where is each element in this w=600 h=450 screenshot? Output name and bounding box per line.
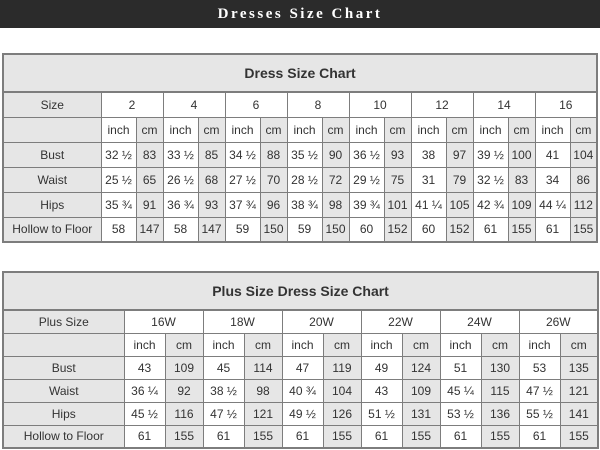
size-value-cell: 8 [287,92,349,117]
inch-value-cell: 36 ¾ [163,192,198,217]
unit-cm-cell: cm [570,117,597,142]
row-label-cell: Bust [3,356,124,379]
cm-value-cell: 96 [260,192,287,217]
row-label-cell: Hollow to Floor [3,217,101,242]
cm-value-cell: 152 [446,217,473,242]
table-title-row [3,54,597,92]
unit-cm-cell: cm [402,333,440,356]
cm-value-cell: 65 [136,167,163,192]
size-value-cell: 14 [473,92,535,117]
size-value-cell: 24W [440,310,519,333]
inch-value-cell: 34 ½ [225,142,260,167]
inch-value-cell: 42 ¾ [473,192,508,217]
inch-value-cell: 40 ¾ [282,379,323,402]
measurement-row [3,167,597,192]
inch-value-cell: 43 [124,356,165,379]
inch-value-cell: 59 [225,217,260,242]
unit-cm-cell: cm [481,333,519,356]
cm-value-cell: 75 [384,167,411,192]
size-value-cell: 20W [282,310,361,333]
size-header-row [3,92,597,117]
inch-value-cell: 60 [411,217,446,242]
cm-value-cell: 92 [165,379,203,402]
unit-cm-cell: cm [165,333,203,356]
cm-value-cell: 101 [384,192,411,217]
cm-value-cell: 155 [481,425,519,448]
cm-value-cell: 109 [402,379,440,402]
cm-value-cell: 109 [165,356,203,379]
inch-value-cell: 32 ½ [473,167,508,192]
inch-value-cell: 38 ½ [203,379,244,402]
cm-value-cell: 72 [322,167,349,192]
cm-value-cell: 130 [481,356,519,379]
cm-value-cell: 93 [384,142,411,167]
row-label-cell: Waist [3,379,124,402]
cm-value-cell: 98 [322,192,349,217]
cm-value-cell: 155 [244,425,282,448]
unit-inch-cell: inch [519,333,560,356]
inch-value-cell: 51 [440,356,481,379]
inch-value-cell: 61 [124,425,165,448]
cm-value-cell: 155 [570,217,597,242]
cm-value-cell: 90 [322,142,349,167]
cm-value-cell: 155 [508,217,535,242]
cm-value-cell: 86 [570,167,597,192]
cm-value-cell: 147 [198,217,225,242]
inch-value-cell: 61 [203,425,244,448]
inch-value-cell: 53 ½ [440,402,481,425]
page-title: Dresses Size Chart [217,6,383,22]
unit-inch-cell: inch [287,117,322,142]
cm-value-cell: 135 [560,356,598,379]
dress-size-chart-table [2,53,598,243]
inch-value-cell: 47 ½ [203,402,244,425]
size-value-cell: 22W [361,310,440,333]
row-label-cell: Hips [3,192,101,217]
cm-value-cell: 104 [323,379,361,402]
unit-cm-cell: cm [446,117,473,142]
measurement-row [3,402,598,425]
unit-inch-cell: inch [225,117,260,142]
inch-value-cell: 61 [361,425,402,448]
inch-value-cell: 37 ¾ [225,192,260,217]
table-title: Plus Size Dress Size Chart [3,272,598,310]
unit-cm-cell: cm [384,117,411,142]
unit-cm-cell: cm [508,117,535,142]
inch-value-cell: 38 [411,142,446,167]
unit-row-empty-cell [3,333,124,356]
inch-value-cell: 28 ½ [287,167,322,192]
inch-value-cell: 61 [473,217,508,242]
unit-cm-cell: cm [198,117,225,142]
unit-cm-cell: cm [260,117,287,142]
unit-row-empty-cell [3,117,101,142]
inch-value-cell: 32 ½ [101,142,136,167]
cm-value-cell: 155 [402,425,440,448]
unit-inch-cell: inch [282,333,323,356]
cm-value-cell: 83 [136,142,163,167]
cm-value-cell: 121 [244,402,282,425]
cm-value-cell: 91 [136,192,163,217]
cm-value-cell: 88 [260,142,287,167]
cm-value-cell: 115 [481,379,519,402]
size-value-cell: 16W [124,310,203,333]
cm-value-cell: 116 [165,402,203,425]
cm-value-cell: 121 [560,379,598,402]
size-value-cell: 2 [101,92,163,117]
inch-value-cell: 39 ½ [473,142,508,167]
unit-cm-cell: cm [322,117,349,142]
inch-value-cell: 49 [361,356,402,379]
cm-value-cell: 93 [198,192,225,217]
inch-value-cell: 35 ¾ [101,192,136,217]
inch-value-cell: 61 [535,217,570,242]
inch-value-cell: 55 ½ [519,402,560,425]
cm-value-cell: 70 [260,167,287,192]
plus-size-dress-size-chart-table [2,271,599,449]
inch-value-cell: 45 [203,356,244,379]
cm-value-cell: 98 [244,379,282,402]
table-title: Dress Size Chart [3,54,597,92]
cm-value-cell: 152 [384,217,411,242]
inch-value-cell: 43 [361,379,402,402]
cm-value-cell: 112 [570,192,597,217]
page-title-bar [0,0,600,28]
cm-value-cell: 119 [323,356,361,379]
inch-value-cell: 53 [519,356,560,379]
cm-value-cell: 124 [402,356,440,379]
inch-value-cell: 31 [411,167,446,192]
unit-header-row [3,333,598,356]
unit-inch-cell: inch [361,333,402,356]
row-label-cell: Bust [3,142,101,167]
size-header-label: Size [3,92,101,117]
unit-cm-cell: cm [244,333,282,356]
cm-value-cell: 150 [260,217,287,242]
size-header-row [3,310,598,333]
size-value-cell: 26W [519,310,598,333]
unit-inch-cell: inch [440,333,481,356]
cm-value-cell: 131 [402,402,440,425]
inch-value-cell: 61 [519,425,560,448]
unit-inch-cell: inch [473,117,508,142]
cm-value-cell: 79 [446,167,473,192]
inch-value-cell: 41 ¼ [411,192,446,217]
inch-value-cell: 26 ½ [163,167,198,192]
inch-value-cell: 45 ½ [124,402,165,425]
cm-value-cell: 147 [136,217,163,242]
unit-inch-cell: inch [163,117,198,142]
inch-value-cell: 59 [287,217,322,242]
unit-inch-cell: inch [411,117,446,142]
cm-value-cell: 155 [165,425,203,448]
inch-value-cell: 60 [349,217,384,242]
unit-inch-cell: inch [124,333,165,356]
measurement-row [3,142,597,167]
cm-value-cell: 83 [508,167,535,192]
inch-value-cell: 61 [282,425,323,448]
cm-value-cell: 150 [322,217,349,242]
inch-value-cell: 61 [440,425,481,448]
cm-value-cell: 105 [446,192,473,217]
cm-value-cell: 155 [560,425,598,448]
inch-value-cell: 27 ½ [225,167,260,192]
unit-inch-cell: inch [101,117,136,142]
inch-value-cell: 51 ½ [361,402,402,425]
row-label-cell: Waist [3,167,101,192]
size-value-cell: 18W [203,310,282,333]
unit-inch-cell: inch [535,117,570,142]
measurement-row [3,379,598,402]
inch-value-cell: 47 ½ [519,379,560,402]
measurement-row [3,192,597,217]
cm-value-cell: 136 [481,402,519,425]
cm-value-cell: 68 [198,167,225,192]
inch-value-cell: 25 ½ [101,167,136,192]
unit-inch-cell: inch [349,117,384,142]
cm-value-cell: 109 [508,192,535,217]
measurement-row [3,217,597,242]
table-title-row [3,272,598,310]
size-value-cell: 4 [163,92,225,117]
cm-value-cell: 85 [198,142,225,167]
size-value-cell: 12 [411,92,473,117]
cm-value-cell: 100 [508,142,535,167]
measurement-row [3,425,598,448]
inch-value-cell: 58 [101,217,136,242]
row-label-cell: Hollow to Floor [3,425,124,448]
inch-value-cell: 36 ¼ [124,379,165,402]
inch-value-cell: 49 ½ [282,402,323,425]
unit-cm-cell: cm [560,333,598,356]
inch-value-cell: 41 [535,142,570,167]
inch-value-cell: 38 ¾ [287,192,322,217]
inch-value-cell: 58 [163,217,198,242]
inch-value-cell: 29 ½ [349,167,384,192]
inch-value-cell: 34 [535,167,570,192]
size-value-cell: 16 [535,92,597,117]
cm-value-cell: 97 [446,142,473,167]
cm-value-cell: 104 [570,142,597,167]
unit-inch-cell: inch [203,333,244,356]
size-value-cell: 10 [349,92,411,117]
unit-cm-cell: cm [323,333,361,356]
unit-header-row [3,117,597,142]
inch-value-cell: 36 ½ [349,142,384,167]
inch-value-cell: 33 ½ [163,142,198,167]
cm-value-cell: 126 [323,402,361,425]
cm-value-cell: 155 [323,425,361,448]
inch-value-cell: 44 ¼ [535,192,570,217]
size-header-label: Plus Size [3,310,124,333]
size-value-cell: 6 [225,92,287,117]
inch-value-cell: 39 ¾ [349,192,384,217]
inch-value-cell: 45 ¼ [440,379,481,402]
inch-value-cell: 47 [282,356,323,379]
cm-value-cell: 114 [244,356,282,379]
inch-value-cell: 35 ½ [287,142,322,167]
cm-value-cell: 141 [560,402,598,425]
row-label-cell: Hips [3,402,124,425]
unit-cm-cell: cm [136,117,163,142]
measurement-row [3,356,598,379]
